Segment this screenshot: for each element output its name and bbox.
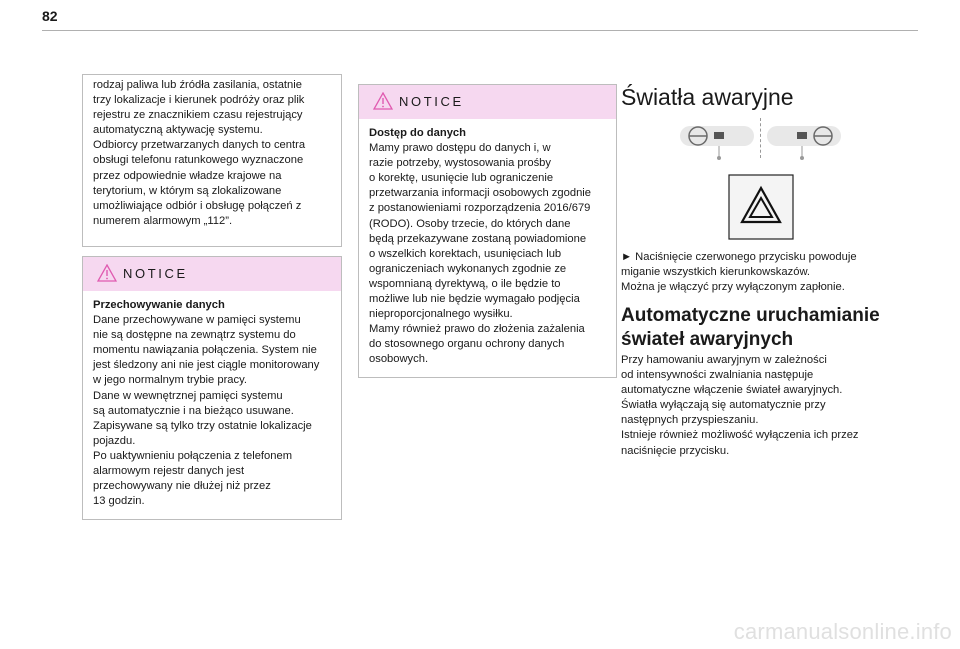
notice-label: NOTICE (399, 94, 464, 109)
dashboard-lhd-icon (678, 122, 756, 162)
notice-title: Przechowywanie danych (93, 299, 225, 311)
body-text: Przy hamowaniu awaryjnym w zależności od intensywności zwalniania następuje automatyczne włączenie świateł awaryjnych. Światła wyłączają się automatycznie przy następnych przyspieszaniu. Istnieje również możliwość wyłączenia ich przez naciśnięcie przycisku. (621, 354, 859, 457)
warning-triangle-icon (373, 92, 393, 110)
warning-triangle-icon (97, 264, 117, 282)
section-title: Światła awaryjne (621, 84, 794, 110)
notice-label: NOTICE (123, 266, 188, 281)
watermark-logo: carmanualsonline.info (733, 619, 952, 644)
notice-header (359, 85, 616, 119)
header-rule (42, 30, 918, 31)
page-number: 82 (42, 8, 58, 24)
notice-access (358, 84, 617, 378)
notice-text: Mamy prawo dostępu do danych i, w razie potrzeby, wystosowania prośby o korektę, usunięcie lub ograniczenie przetwarzania informacji osobowych zgodnie z postanowieniami rozporządzenia 2016/679 (RODO). Osoby trzecie, do których dane będą przekazywane zostaną powiadomione o wszelkich korektach, usunięciach lub ograniczeniach wykonanych zgodnie ze wspomnianą dyrektywą, o ile będzie to możliwe lub nie będzie wymagało podjęcia nieproporcjonalnego wysiłku. Mamy również prawo do złożenia zażalenia do stosownego organu ochrony danych osobowych. (369, 142, 591, 366)
notice-storage (82, 256, 342, 520)
instruction-text: ► Naciśnięcie czerwonego przycisku powoduje miganie wszystkich kierunkowskazów. Można je włączyć przy wyłączonym zapłonie. (621, 251, 857, 294)
dashboard-divider (760, 118, 761, 158)
intro-text: rodzaj paliwa lub źródła zasilania, ostatnie trzy lokalizacje i kierunek podróży oraz plik rejestru ze znacznikiem czasu rejestrujący automatyczną aktywację systemu. Odbiorcy przetwarzanych danych to centra obsługi telefonu ratunkowego wyznaczone przez odpowiednie władze krajowe na terytorium, w którym są zlokalizowane umożliwiające odbiór i obsługę połączeń z numerem alarmowym „112”. (93, 79, 306, 227)
notice-text: Dane przechowywane w pamięci systemu nie są dostępne na zewnątrz systemu do momentu nawiązania połączenia. System nie jest śledzony ani nie jest ciągle monitorowany w jego normalnym trybie pracy. Dane w wewnętrznej pamięci systemu są automatycznie i na bieżąco usuwane. Zapisywane są tylko trzy ostatnie lokalizacje pojazdu. Po uaktywnieniu połączenia z telefonem alarmowym rejestr danych jest przechowywany nie dłużej niż przez 13 godzin. (93, 314, 320, 508)
notice-header (83, 257, 341, 291)
hazard-button-icon (728, 174, 794, 240)
notice-title: Dostęp do danych (369, 127, 466, 139)
intro-box (82, 74, 342, 247)
dashboard-rhd-icon (765, 122, 843, 162)
section-subtitle: Automatyczne uruchamianie świateł awaryjnych (621, 305, 880, 350)
